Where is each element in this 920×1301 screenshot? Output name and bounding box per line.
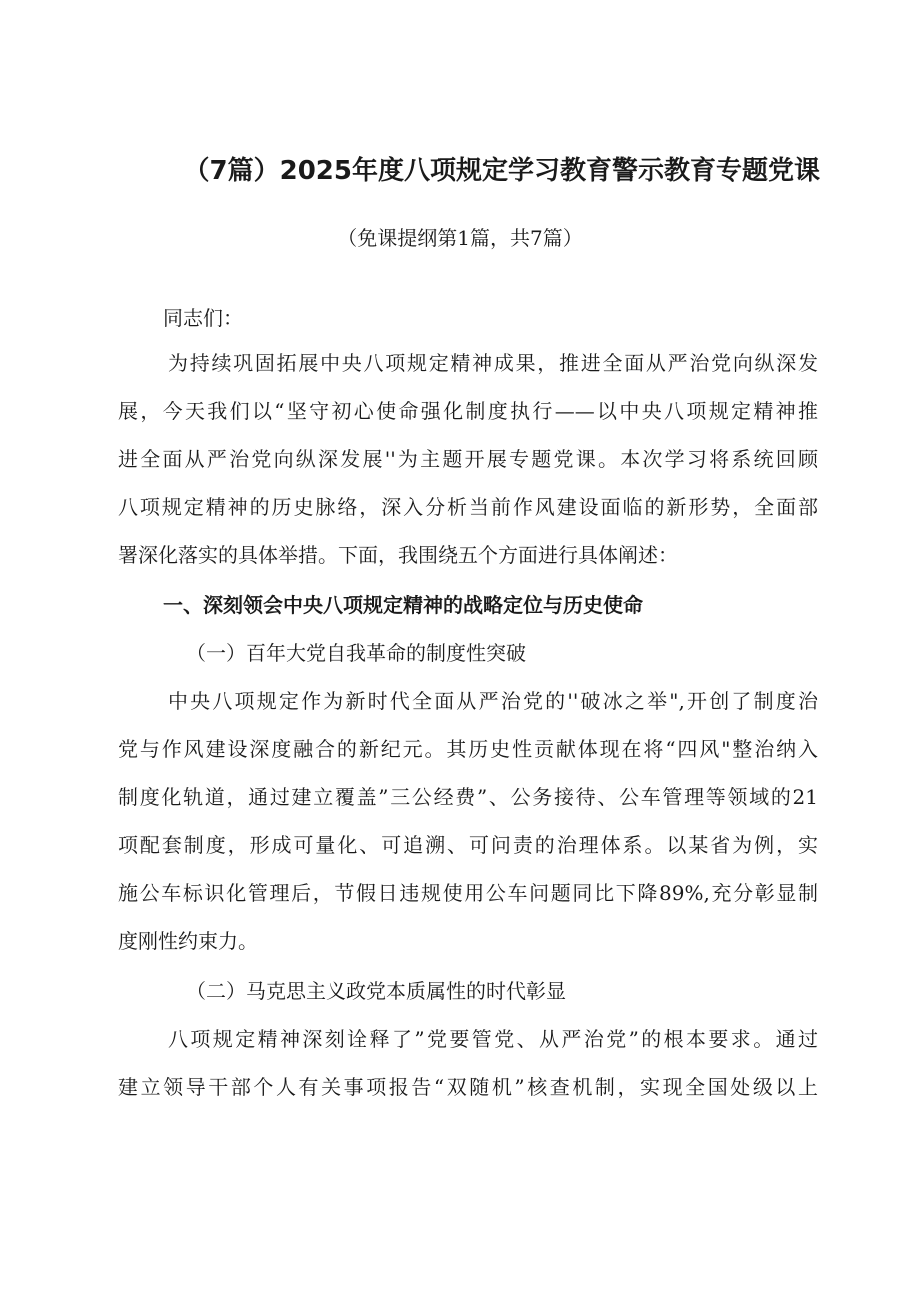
- subsection-heading-2: （二）马克思主义政党本质属性的时代彰显: [186, 979, 566, 1003]
- subsection1-line-1: 中央八项规定作为新时代全面从严治党的''破冰之举",开创了制度治: [168, 689, 818, 713]
- greeting: 同志们：: [163, 306, 243, 330]
- intro-line-2: 展，今天我们以“坚守初心使命强化制度执行——以中央八项规定精神推: [118, 399, 818, 423]
- intro-line-3: 进全面从严治党向纵深发展''为主题开展专题党课。本次学习将系统回顾: [118, 447, 818, 471]
- subsection1-line-4: 项配套制度，形成可量化、可追溯、可问责的治理体系。以某省为例，实: [118, 833, 818, 857]
- subsection1-line-3: 制度化轨道，通过建立覆盖”三公经费”、公务接待、公车管理等领域的21: [118, 785, 818, 809]
- section-heading-1: 一、深刻领会中央八项规定精神的战略定位与历史使命: [163, 593, 643, 617]
- subsection2-line-2: 建立领导干部个人有关事项报告“双随机”核查机制，实现全国处级以上: [118, 1075, 818, 1099]
- intro-line-5: 署深化落实的具体举措。下面，我围绕五个方面进行具体阐述：: [118, 543, 678, 567]
- document-title: （7篇）2025年度八项规定学习教育警示教育专题党课: [183, 156, 820, 186]
- subsection1-line-2: 党与作风建设深度融合的新纪元。其历史性贡献体现在将“四风"整治纳入: [118, 737, 818, 761]
- intro-line-4: 八项规定精神的历史脉络，深入分析当前作风建设面临的新形势，全面部: [118, 495, 818, 519]
- subsection2-line-1: 八项规定精神深刻诠释了”党要管党、从严治党”的根本要求。通过: [168, 1027, 818, 1051]
- subsection1-line-6: 度刚性约束力。: [118, 929, 258, 953]
- intro-line-1: 为持续巩固拓展中央八项规定精神成果，推进全面从严治党向纵深发: [168, 351, 818, 375]
- subsection-heading-1: （一）百年大党自我革命的制度性突破: [186, 641, 526, 665]
- document-subtitle: （免课提纲第1篇，共7篇）: [337, 226, 583, 250]
- subsection1-line-5: 施公车标识化管理后，节假日违规使用公车问题同比下降89%,充分彰显制: [118, 881, 818, 905]
